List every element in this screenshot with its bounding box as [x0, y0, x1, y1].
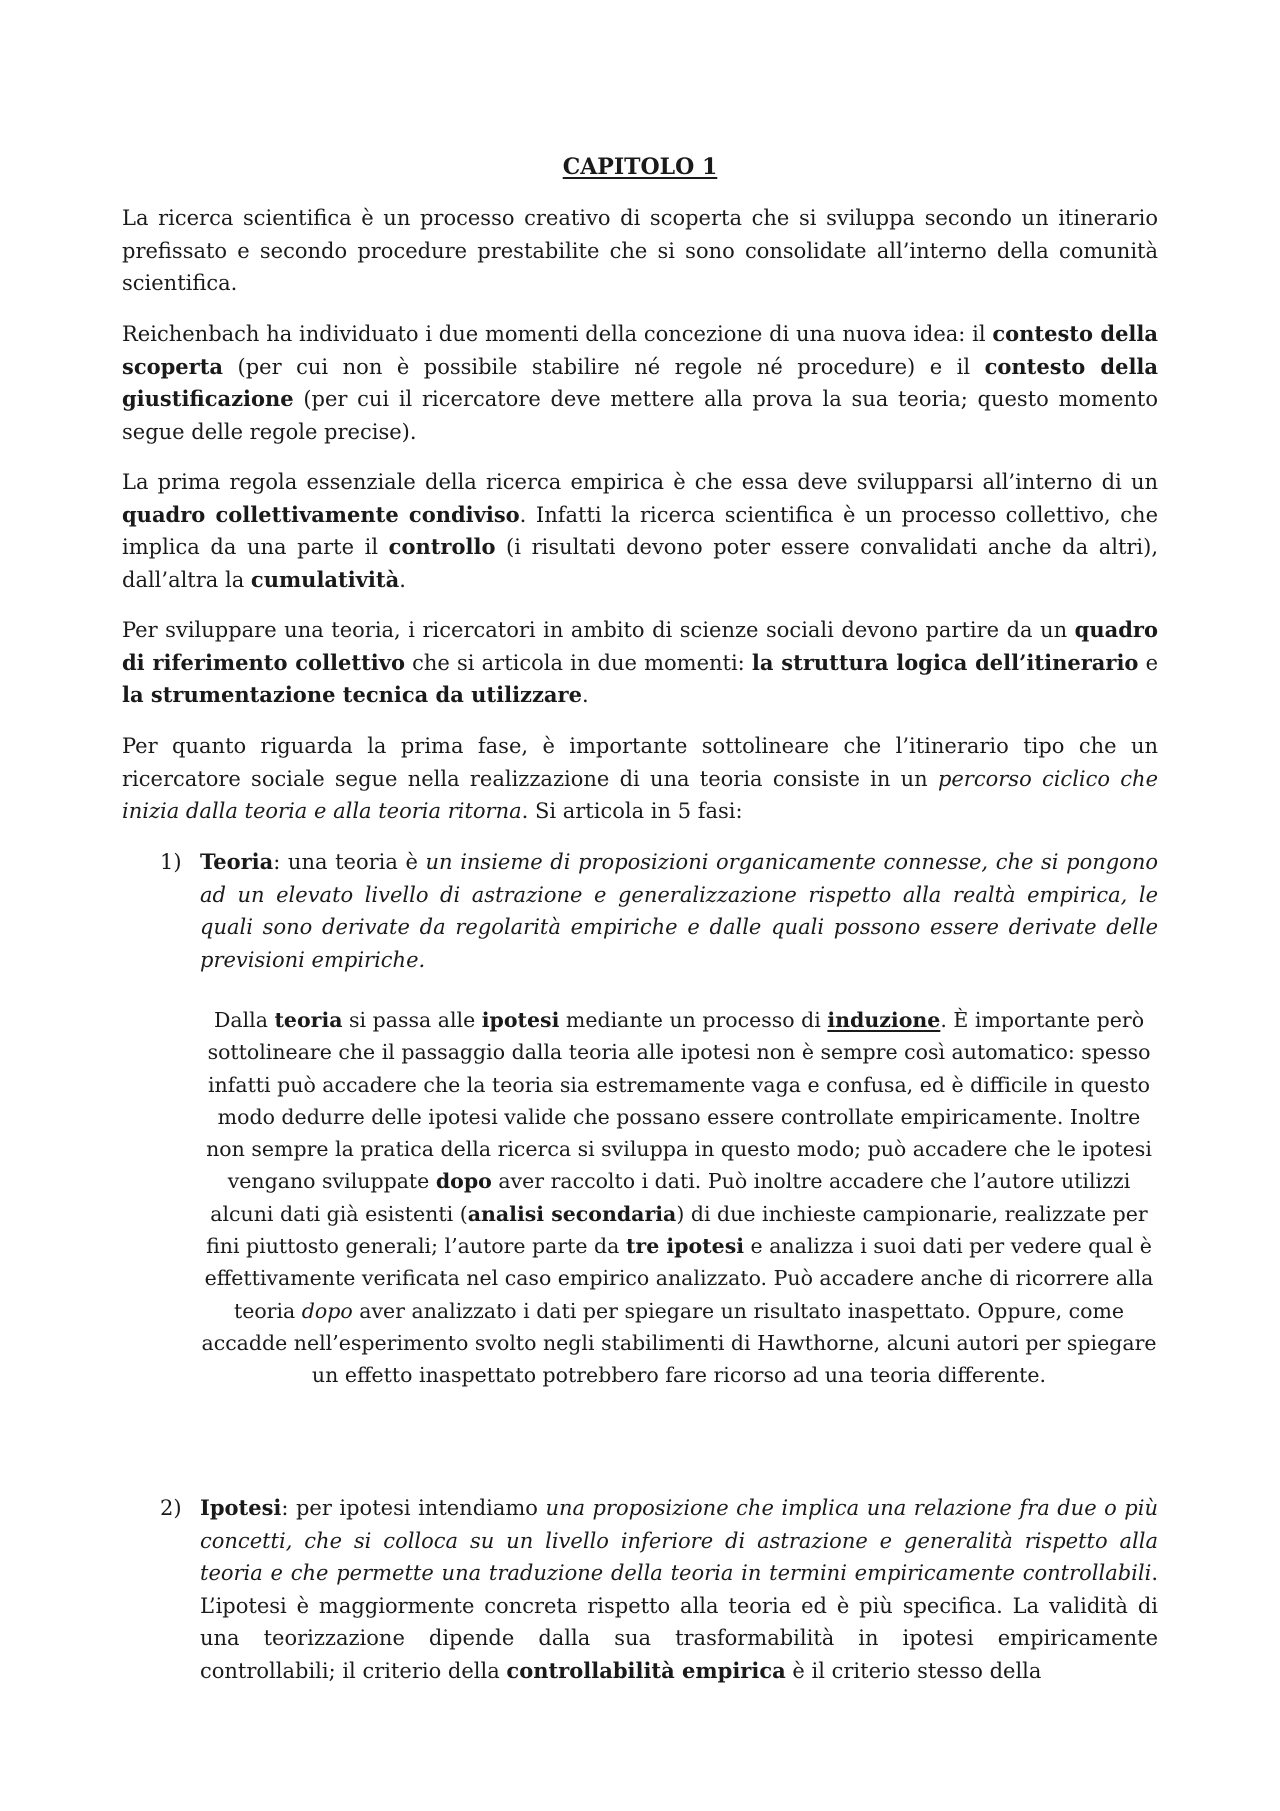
page-title: CAPITOLO 1 — [562, 154, 718, 180]
text-run: . L’ipotesi è maggiormente concreta rispetto alla teoria ed è più specifica. La validità di una teorizzazione dipende dalla sua trasformabilità in ipotesi empiricamente controllabili; il criterio della — [200, 1561, 1158, 1683]
list-number: 2) — [160, 1496, 182, 1520]
italic-definition: un insieme di proposizioni organicamente connesse, che si pongono ad un elevato livello di astrazione e generalizzazione rispetto alla realtà empirica, le quali sono derivate da regolarità empiriche e dalle quali possono essere derivate delle previsioni empiriche. — [200, 850, 1158, 972]
text-run: (i risultati devono poter essere convalidati anche da altri), dall’altra la — [122, 535, 1159, 592]
bold-term: cumulatività — [250, 566, 400, 592]
text-run: . Infatti la ricerca scientifica è un processo collettivo, che implica da una parte il — [122, 502, 1158, 559]
text-run: . — [399, 567, 406, 592]
bold-term: teoria — [274, 1008, 343, 1032]
text-run: aver raccolto i dati. Può inoltre accadere che l’autore utilizzi alcuni dati già esistenti ( — [210, 1169, 1131, 1226]
bold-term: ipotesi — [481, 1008, 560, 1032]
list-item-teoria — [200, 846, 1158, 976]
bold-term: controllabilità empirica — [506, 1657, 786, 1683]
italic-phrase: percorso ciclico che inizia dalla teoria e alla teoria ritorna — [122, 766, 1158, 823]
text-run: ) di due inchieste campionarie, realizzate per fini piuttosto generali; l’autore parte da — [206, 1201, 1148, 1259]
text-run: (per cui non è possibile stabilire né regole né procedure) e il — [223, 354, 985, 379]
paragraph-2 — [122, 318, 1158, 448]
underlined-term: induzione — [827, 1008, 941, 1032]
bold-term: analisi secondaria — [467, 1201, 677, 1226]
text-run: aver analizzato i dati per spiegare un risultato inaspettato. Oppure, come accadde nell’esperimento svolto negli stabilimenti di Hawthorne, alcuni autori per spiegare un effetto inaspettato potrebbero fare ricorso ad una teoria differente. — [201, 1298, 1157, 1388]
bold-term: controllo — [388, 534, 496, 559]
paragraph-3 — [122, 466, 1158, 596]
text-run: : una teoria è — [273, 850, 426, 874]
list-term: Ipotesi — [200, 1495, 282, 1520]
italic-definition: una proposizione che implica una relazione fra due o più concetti, che si colloca su un livello inferiore di astrazione e generalità rispetto alla teoria e che permette una traduzione della teoria in termini empiricamente controllabili — [200, 1496, 1158, 1585]
text-run: è il criterio stesso della — [785, 1658, 1042, 1683]
list-item-ipotesi — [200, 1492, 1158, 1687]
bold-term: la strumentazione tecnica da utilizzare — [122, 682, 582, 707]
text-run: . — [581, 683, 589, 707]
text-run: : per ipotesi intendiamo — [281, 1496, 546, 1520]
text-run: (per cui il ricercatore deve mettere alla prova la sua teoria; questo momento segue delle regole precise). — [122, 387, 1158, 444]
list-number: 1) — [160, 850, 182, 874]
bold-term: la struttura logica dell’itinerario — [751, 649, 1139, 675]
text-run: si passa alle — [342, 1008, 482, 1032]
text-run: . Si articola in 5 fasi: — [521, 799, 743, 823]
bold-term: contesto della scoperta — [122, 321, 1158, 379]
text-run: mediante un processo di — [559, 1008, 828, 1032]
paragraph-5 — [122, 730, 1158, 828]
text-run: Per quanto riguarda la prima fase, è importante sottolineare che l’itinerario tipo che un ricercatore sociale segue nella realizzazione di una teoria consiste in un — [122, 734, 1158, 791]
list-term: Teoria — [200, 849, 274, 874]
text-run: La prima regola essenziale della ricerca empirica è che essa deve svilupparsi all’interno di un — [122, 470, 1158, 494]
text-run: e analizza i suoi dati per vedere qual è effettivamente verificata nel caso empirico analizzato. Può accadere anche di ricorrere alla teoria — [204, 1234, 1154, 1323]
text-run: e — [1138, 650, 1159, 675]
paragraph-4 — [122, 614, 1158, 712]
text-run: . È importante però sottolineare che il passaggio dalla teoria alle ipotesi non è sempre così automatico: spesso infatti può accadere che la teoria sia estremamente vaga e confusa, ed è difficile in questo modo dedurre delle ipotesi valide che possano essere controllate empiricamente. Inoltre non sempre la pratica della ricerca si sviluppa in questo modo; può accadere che le ipotesi vengano sviluppate — [206, 1008, 1152, 1194]
bold-term: quadro collettivamente condiviso — [122, 501, 520, 527]
italic-word: dopo — [301, 1298, 353, 1323]
bold-term: tre ipotesi — [625, 1234, 745, 1259]
text-run: Per sviluppare una teoria, i ricercatori in ambito di scienze sociali devono partire da un — [122, 618, 1075, 642]
text-run: Dalla — [213, 1008, 275, 1032]
bold-term: dopo — [435, 1169, 492, 1194]
text-run: Reichenbach ha individuato i due momenti della concezione di una nuova idea: il — [122, 322, 993, 346]
bold-term: quadro di riferimento collettivo — [122, 617, 1158, 675]
centered-paragraph — [200, 1004, 1158, 1392]
bold-term: contesto della giustificazione — [122, 353, 1159, 411]
text-run: che si articola in due momenti: — [404, 650, 752, 675]
paragraph-1-text: La ricerca scientifica è un processo creativo di scoperta che si sviluppa secondo un itinerario prefissato e secondo procedure prestabilite che si sono consolidate all’interno della comunità scientifica. — [122, 206, 1158, 295]
paragraph-1 — [122, 202, 1158, 300]
